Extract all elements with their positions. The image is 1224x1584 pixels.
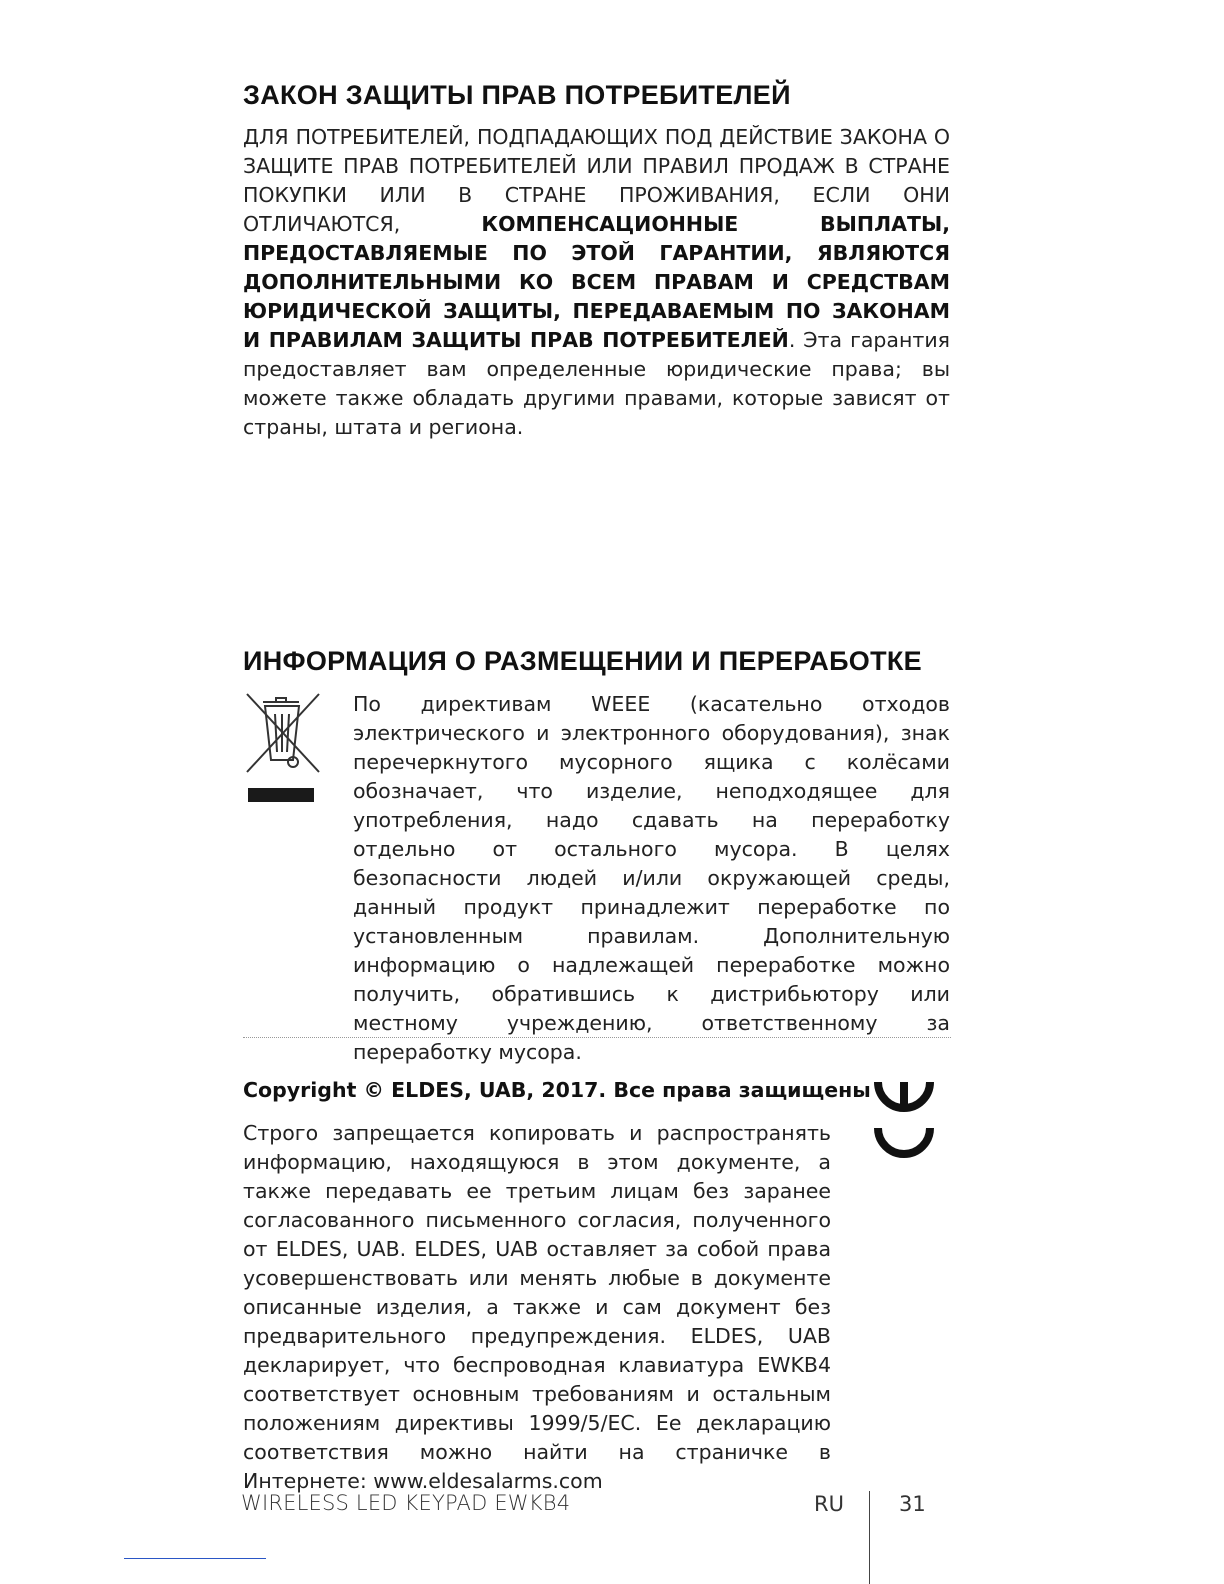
footer-separator <box>869 1491 870 1584</box>
copyright-text: Строго запрещается копировать и распространять информацию, находящуюся в этом документе, а также передавать ее третьим лицам без заранее согласованного письменного согласия, полученного от ELDES, UAB. ELDES, UAB оставляет за собой права усовершенствовать или менять любые в документе описанные изделия, а также и сам документ без предварительного предупреждения. ELDES, UAB декларирует, что беспроводная клавиатура EWKB4 соответствует основным требованиям и остальным положениям директивы 1999/5/EC. Ее декларацию соответствия можно найти на страничке в Интернете: www.eldesalarms.com <box>243 1121 831 1493</box>
consumer-law-tail-text: . Эта гарантия предоставляет вам определенные юридические права; вы можете также обладать другими правами, которые зависят от страны, штата и региона. <box>243 328 950 439</box>
footnote-rule <box>124 1558 266 1559</box>
footer-language: RU <box>814 1492 844 1516</box>
disposal-section <box>243 646 950 677</box>
weee-crossed-bin-icon <box>243 690 323 806</box>
consumer-law-paragraph <box>243 123 950 442</box>
ce-mark-icon <box>872 1078 936 1164</box>
consumer-law-text: ДЛЯ ПОТРЕБИТЕЛЕЙ, ПОДПАДАЮЩИХ ПОД ДЕЙСТВИЕ ЗАКОНА О ЗАЩИТЕ ПРАВ ПОТРЕБИТЕЛЕЙ ИЛИ ПРАВИЛ ПРОДАЖ В СТРАНЕ ПОКУПКИ ИЛИ В СТРАНЕ ПРОЖИВАНИЯ, ЕСЛИ ОНИ ОТЛИЧАЮТСЯ, <box>243 125 950 236</box>
copyright-title: Copyright © ELDES, UAB, 2017. Все права защищены <box>243 1078 871 1102</box>
disposal-text: По директивам WEEE (касательно отходов электрического и электронного оборудования), знак перечеркнутого мусорного ящика с колёсами обозначает, что изделие, неподходящее для употребления, надо сдавать на переработку отдельно от остального мусора. В целях безопасности людей и/или окружающей среды, данный продукт принадлежит переработке по установленным правилам. Дополнительную информацию о надлежащей переработке можно получить, обратившись к дистрибьютору или местному учреждению, ответственному за переработку мусора. <box>353 692 950 1064</box>
consumer-law-bold-text: КОМПЕНСАЦИОННЫЕ ВЫПЛАТЫ, ПРЕДОСТАВЛЯЕМЫЕ ПО ЭТОЙ ГАРАНТИИ, ЯВЛЯЮТСЯ ДОПОЛНИТЕЛЬНЫМИ КО ВСЕМ ПРАВАМ И СРЕДСТВАМ ЮРИДИЧЕСКОЙ ЗАЩИТЫ, ПЕРЕДАВАЕМЫМ ПО ЗАКОНАМ И ПРАВИЛАМ ЗАЩИТЫ ПРАВ ПОТРЕБИТЕЛЕЙ <box>243 212 950 352</box>
footer-product-name: WIRELESS LED KEYPAD EWKB4 <box>241 1491 571 1515</box>
page-number: 31 <box>899 1492 926 1516</box>
section-divider <box>243 1037 951 1038</box>
disposal-heading: ИНФОРМАЦИЯ О РАЗМЕЩЕНИИ И ПЕРЕРАБОТКЕ <box>243 646 922 676</box>
consumer-law-heading: ЗАКОН ЗАЩИТЫ ПРАВ ПОТРЕБИТЕЛЕЙ <box>243 80 791 110</box>
consumer-law-section <box>243 80 950 442</box>
